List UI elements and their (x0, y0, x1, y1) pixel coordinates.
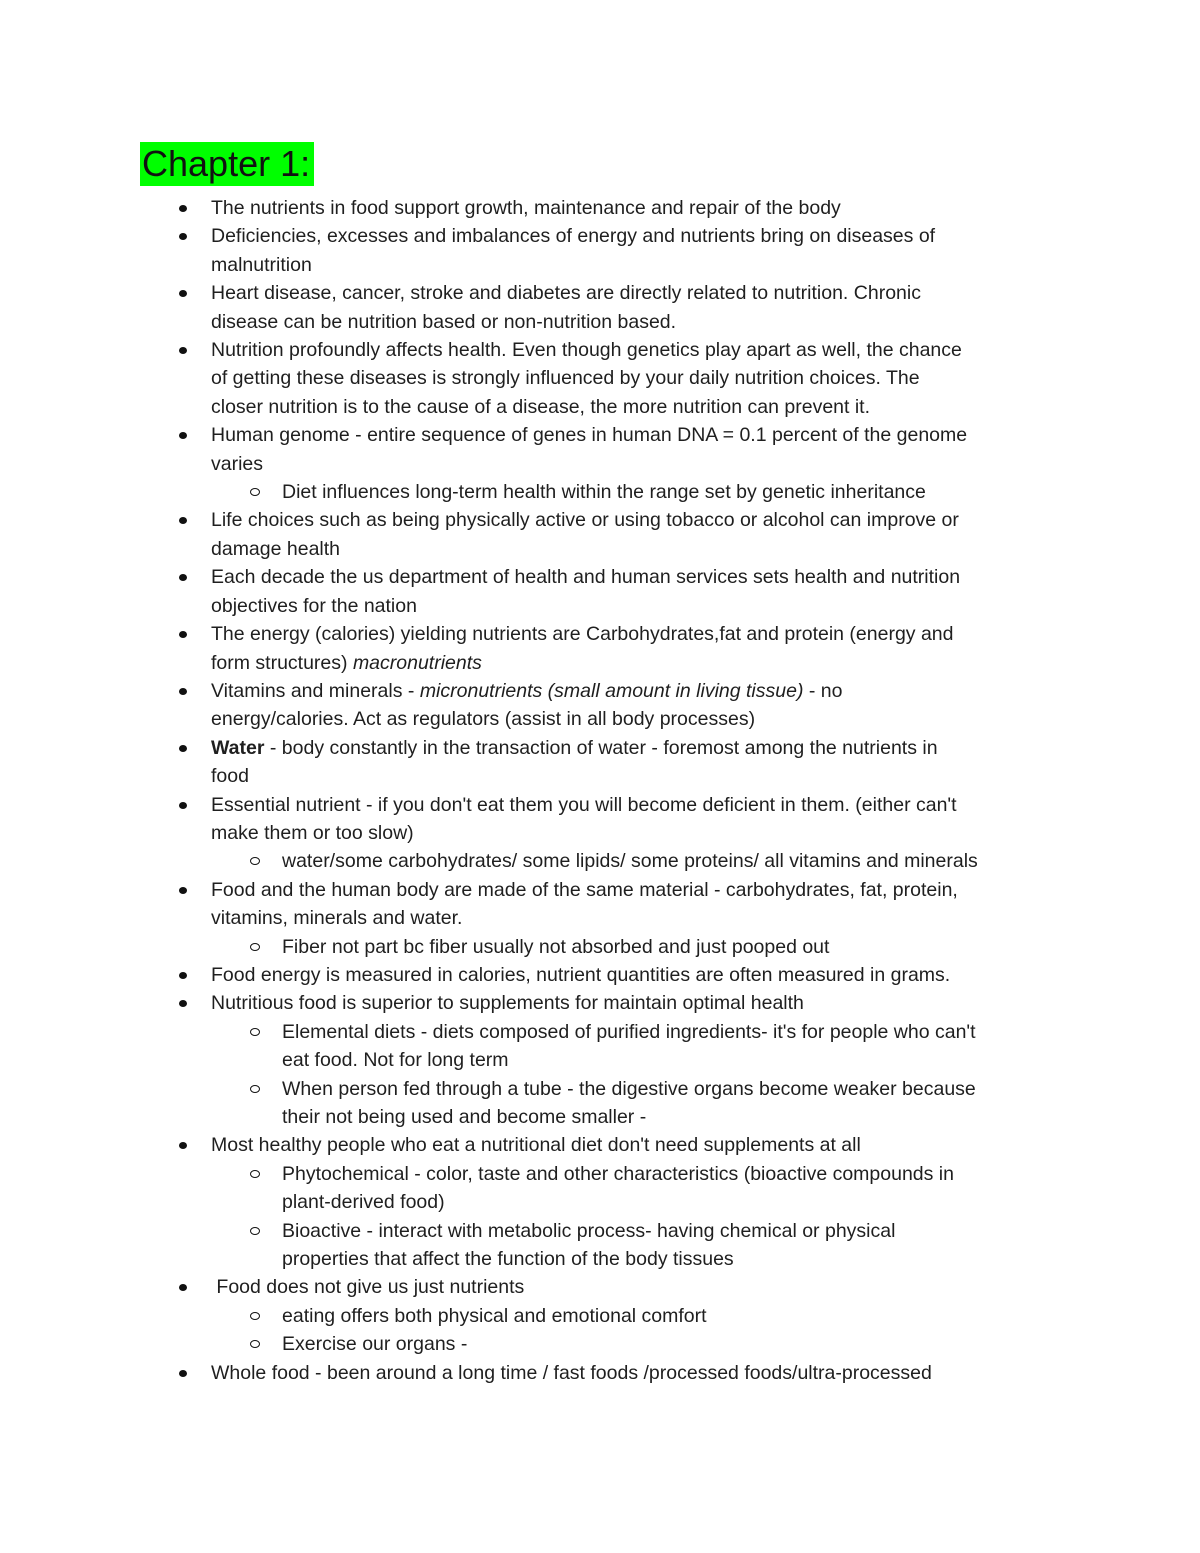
list-item-line: Bioactive - interact with metabolic process- having chemical or physical (282, 1219, 896, 1242)
list-item (0, 1273, 1056, 1301)
italic-term: macronutrients (352, 651, 482, 674)
list-item-line (211, 649, 1056, 677)
line-suffix: - no (803, 679, 843, 702)
bullet-icon (179, 1142, 187, 1149)
sub-list-item (0, 847, 1062, 875)
circle-bullet-icon (250, 943, 260, 951)
sub-list-item (0, 478, 1062, 506)
line-prefix: form structures) (211, 651, 353, 674)
bullet-icon (179, 688, 187, 695)
sub-list-item (0, 933, 1062, 961)
bullet-icon (179, 745, 187, 752)
list-item-line: Nutritious food is superior to supplements for maintain optimal health (211, 992, 804, 1015)
list-item-line: Elemental diets - diets composed of purified ingredients- it's for people who can't (282, 1020, 976, 1043)
list-item (0, 734, 1056, 791)
bullet-icon (179, 205, 187, 212)
circle-bullet-icon (250, 1028, 260, 1036)
list-item-line: Whole food - been around a long time / fast foods /processed foods/ultra-processed (211, 1361, 932, 1384)
list-item-line: Nutrition profoundly affects health. Even though genetics play apart as well, the chance (211, 339, 962, 362)
list-item-line: Diet influences long-term health within the range set by genetic inheritance (282, 481, 926, 504)
list-item (0, 1359, 1056, 1387)
bullet-icon (179, 802, 187, 809)
circle-bullet-icon (250, 1227, 260, 1235)
list-item-line: varies (211, 452, 264, 475)
list-item (0, 222, 1056, 279)
list-item-line: closer nutrition is to the cause of a disease, the more nutrition can prevent it. (211, 395, 871, 418)
sub-list-item (0, 1075, 1062, 1132)
circle-bullet-icon (250, 1085, 260, 1093)
bullet-icon (179, 574, 187, 581)
list-item-line: food (211, 765, 249, 788)
list-item-line: Life choices such as being physically active or using tobacco or alcohol can improve or (211, 509, 959, 532)
bullet-icon (179, 1284, 187, 1291)
list-item-line: their not being used and become smaller - (282, 1106, 647, 1128)
italic-term: micronutrients (small amount in living tissue) (419, 679, 804, 702)
list-item-line: energy/calories. Act as regulators (assist in all body processes) (211, 708, 756, 731)
sub-list-item (0, 1160, 1062, 1217)
list-item (0, 279, 1056, 336)
bullet-icon (179, 1370, 187, 1377)
list-item-line: The energy (calories) yielding nutrients are Carbohydrates,fat and protein (energy and (211, 623, 954, 646)
list-item-line (211, 734, 1056, 762)
list-item-line: objectives for the nation (211, 594, 417, 617)
bullet-icon (179, 347, 187, 354)
circle-bullet-icon (250, 488, 260, 496)
list-item-line: Each decade the us department of health and human services sets health and nutrition (211, 566, 961, 589)
sub-list-item (0, 1302, 1062, 1330)
bullet-icon (179, 233, 187, 240)
list-item-line: Most healthy people who eat a nutritional diet don't need supplements at all (211, 1134, 861, 1157)
bold-term: Water (211, 736, 265, 759)
list-item-line: The nutrients in food support growth, maintenance and repair of the body (211, 197, 841, 219)
list-item (0, 791, 1056, 848)
bullet-icon (179, 887, 187, 894)
sub-list-item (0, 1018, 1062, 1075)
sub-list-item (0, 1330, 1062, 1358)
list-item (0, 677, 1056, 734)
list-item-line: Phytochemical - color, taste and other characteristics (bioactive compounds in (282, 1162, 954, 1185)
line-rest: - body constantly in the transaction of water - foremost among the nutrients in (264, 736, 938, 759)
list-item-line: vitamins, minerals and water. (211, 907, 463, 930)
list-item (0, 620, 1056, 677)
list-item-line: malnutrition (211, 253, 312, 276)
bullet-icon (179, 1000, 187, 1007)
bullet-icon (179, 972, 187, 979)
list-item (0, 506, 1056, 563)
list-item-line: Exercise our organs - (282, 1333, 468, 1356)
chapter-title: Chapter 1: (140, 142, 314, 186)
list-item-line: When person fed through a tube - the digestive organs become weaker because (282, 1077, 976, 1100)
list-item-line: eat food. Not for long term (282, 1049, 509, 1072)
bullet-icon (179, 517, 187, 524)
circle-bullet-icon (250, 1312, 260, 1320)
list-item-line: Food energy is measured in calories, nutrient quantities are often measured in grams. (211, 963, 951, 986)
list-item-line: damage health (211, 537, 341, 560)
list-item (0, 1131, 1056, 1159)
bullet-icon (179, 432, 187, 439)
list-item-line: Heart disease, cancer, stroke and diabetes are directly related to nutrition. Chronic (211, 282, 921, 305)
circle-bullet-icon (250, 857, 260, 865)
list-item-line: Food and the human body are made of the same material - carbohydrates, fat, protein, (211, 878, 958, 901)
list-item (0, 421, 1056, 478)
list-item-line: make them or too slow) (211, 821, 414, 844)
list-item-line: disease can be nutrition based or non-nutrition based. (211, 310, 677, 333)
list-item-line: Food does not give us just nutrients (211, 1276, 525, 1299)
line-prefix: Vitamins and minerals - (211, 679, 420, 702)
list-item (0, 961, 1056, 989)
list-item-line: plant-derived food) (282, 1191, 445, 1214)
list-item-line: of getting these diseases is strongly influenced by your daily nutrition choices. The (211, 367, 920, 390)
list-item (0, 876, 1056, 933)
circle-bullet-icon (250, 1170, 260, 1178)
list-item-line (211, 677, 1056, 705)
list-item-line: Essential nutrient - if you don't eat them you will become deficient in them. (either can't (211, 793, 957, 816)
list-item (0, 194, 1056, 222)
list-item-line: Fiber not part bc fiber usually not absorbed and just pooped out (282, 935, 830, 958)
list-item (0, 336, 1056, 421)
list-item-line: Human genome - entire sequence of genes in human DNA = 0.1 percent of the genome (211, 424, 968, 447)
bullet-icon (179, 290, 187, 297)
list-item (0, 563, 1056, 620)
circle-bullet-icon (250, 1340, 260, 1348)
list-item-line: water/some carbohydrates/ some lipids/ some proteins/ all vitamins and minerals (282, 850, 978, 873)
bullet-list (0, 194, 1200, 1387)
list-item (0, 989, 1056, 1017)
bullet-icon (179, 631, 187, 638)
list-item-line: properties that affect the function of the body tissues (282, 1248, 734, 1271)
list-item-line: Deficiencies, excesses and imbalances of energy and nutrients bring on diseases of (211, 225, 936, 248)
list-item-line: eating offers both physical and emotional comfort (282, 1304, 707, 1327)
sub-list-item (0, 1217, 1062, 1274)
